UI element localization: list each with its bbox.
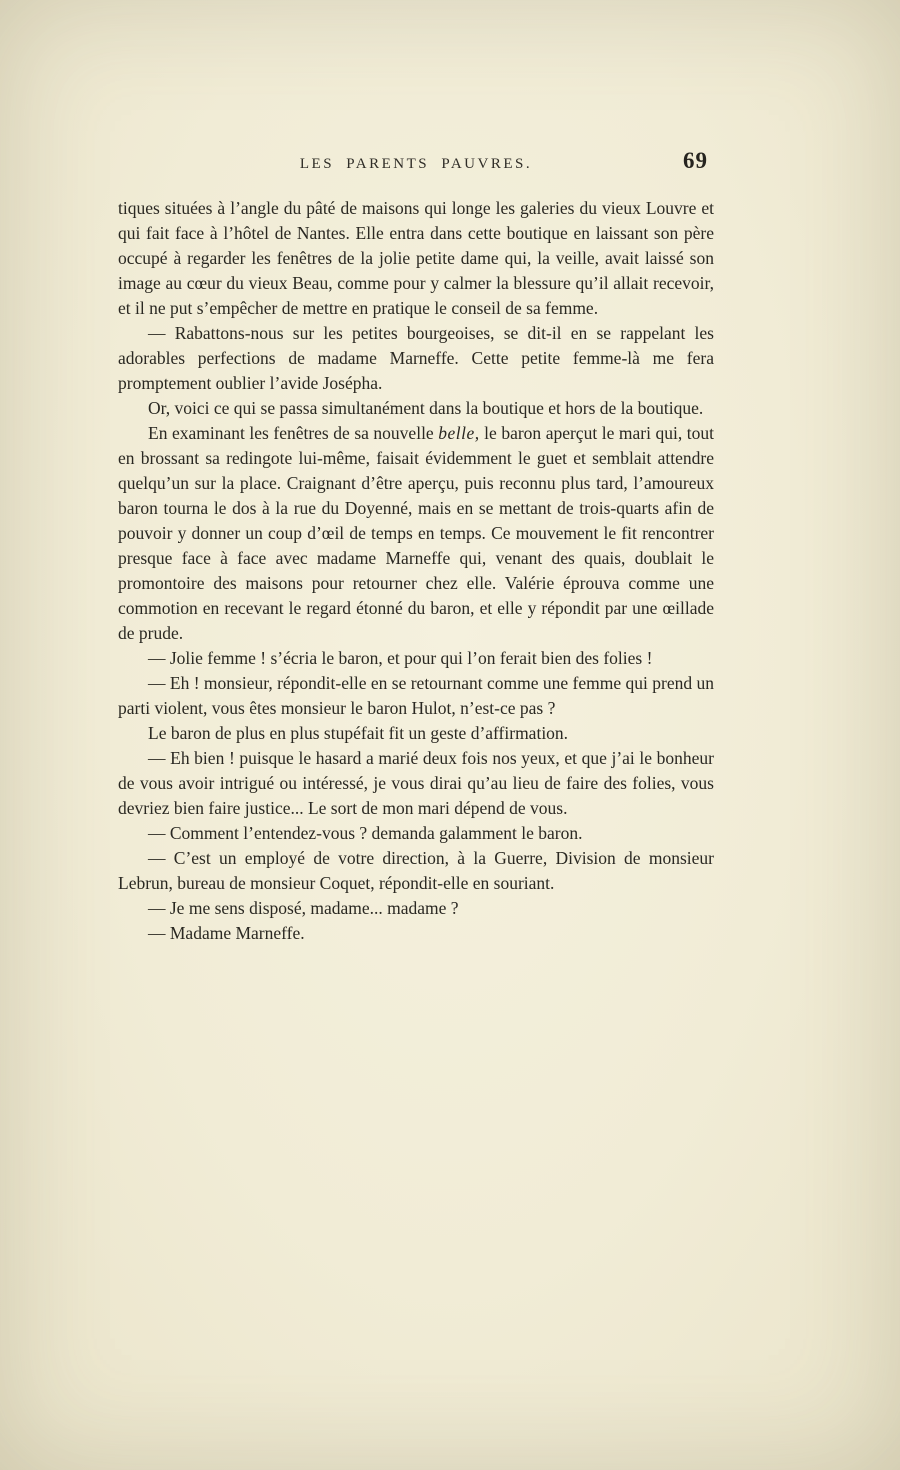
body-text: — C’est un employé de votre direction, à la Guerre, Division de monsieur Lebrun, bureau de monsieur Coquet, répondit-elle en souriant. [118,848,714,893]
body-text: — Jolie femme ! s’écria le baron, et pour qui l’on ferait bien des folies ! [148,648,653,668]
paragraph [118,671,714,721]
text-block [118,196,714,946]
paragraph [118,646,714,671]
paragraph [118,896,714,921]
paragraph [118,846,714,896]
body-text: le baron aperçut le mari qui, tout en brossant sa redingote lui-même, faisait évidemment le guet et semblait attendre quelqu’un sur la place. Craignant d’être aperçu, puis reconnu plus tard, l’amoureux baron tourna le dos à la rue du Doyenné, mais en se mettant de trois-quarts afin de pouvoir y donner un coup d’œil de temps en temps. Ce mouvement le fit rencontrer presque face à face avec madame Marneffe qui, venant des quais, doublait le promontoire des maisons pour retourner chez elle. Valérie éprouva comme une commotion en recevant le regard étonné du baron, et elle y répondit par une œillade de prude. [118,423,714,643]
body-text: En examinant les fenêtres de sa nouvelle [148,423,439,443]
paragraph [118,196,714,321]
body-text: tiques situées à l’angle du pâté de maisons qui longe les galeries du vieux Louvre et qui fait face à l’hôtel de Nantes. Elle entra dans cette boutique en laissant son père occupé à regarder les fenêtres de la jolie petite dame qui, la veille, avait laissé son image au cœur du vieux Beau, comme pour y calmer la blessure qu’il allait recevoir, et il ne put s’empêcher de mettre en pratique le conseil de sa femme. [118,198,714,318]
body-text: — Madame Marneffe. [148,923,305,943]
page-content [118,150,714,946]
body-text: — Eh bien ! puisque le hasard a marié deux fois nos yeux, et que j’ai le bonheur de vous avoir intrigué ou intéressé, je vous dirai qu’au lieu de faire des folies, vous devriez bien faire justice... Le sort de mon mari dépend de vous. [118,748,714,818]
body-text: Le baron de plus en plus stupéfait fit un geste d’affirmation. [148,723,569,743]
italic-text: belle, [438,423,480,443]
body-text: — Je me sens disposé, madame... madame ? [148,898,459,918]
body-text: — Comment l’entendez-vous ? demanda galamment le baron. [148,823,583,843]
body-text: — Rabattons-nous sur les petites bourgeoises, se dit-il en se rappelant les adorables perfections de madame Marneffe. Cette petite femme-là me fera promptement oublier l’avide Josépha. [118,323,714,393]
body-text: — Eh ! monsieur, répondit-elle en se retournant comme une femme qui prend un parti violent, vous êtes monsieur le baron Hulot, n’est-ce pas ? [118,673,714,718]
running-header-title: LES PARENTS PAUVRES. [299,156,533,172]
paragraph [118,746,714,821]
paragraph [118,321,714,396]
paragraph [118,821,714,846]
paragraph [118,921,714,946]
paragraph [118,421,714,646]
body-text: Or, voici ce qui se passa simultanément dans la boutique et hors de la boutique. [148,398,704,418]
paragraph [118,721,714,746]
running-header [118,150,714,184]
paragraph [118,396,714,421]
page-number: 69 [683,148,708,173]
